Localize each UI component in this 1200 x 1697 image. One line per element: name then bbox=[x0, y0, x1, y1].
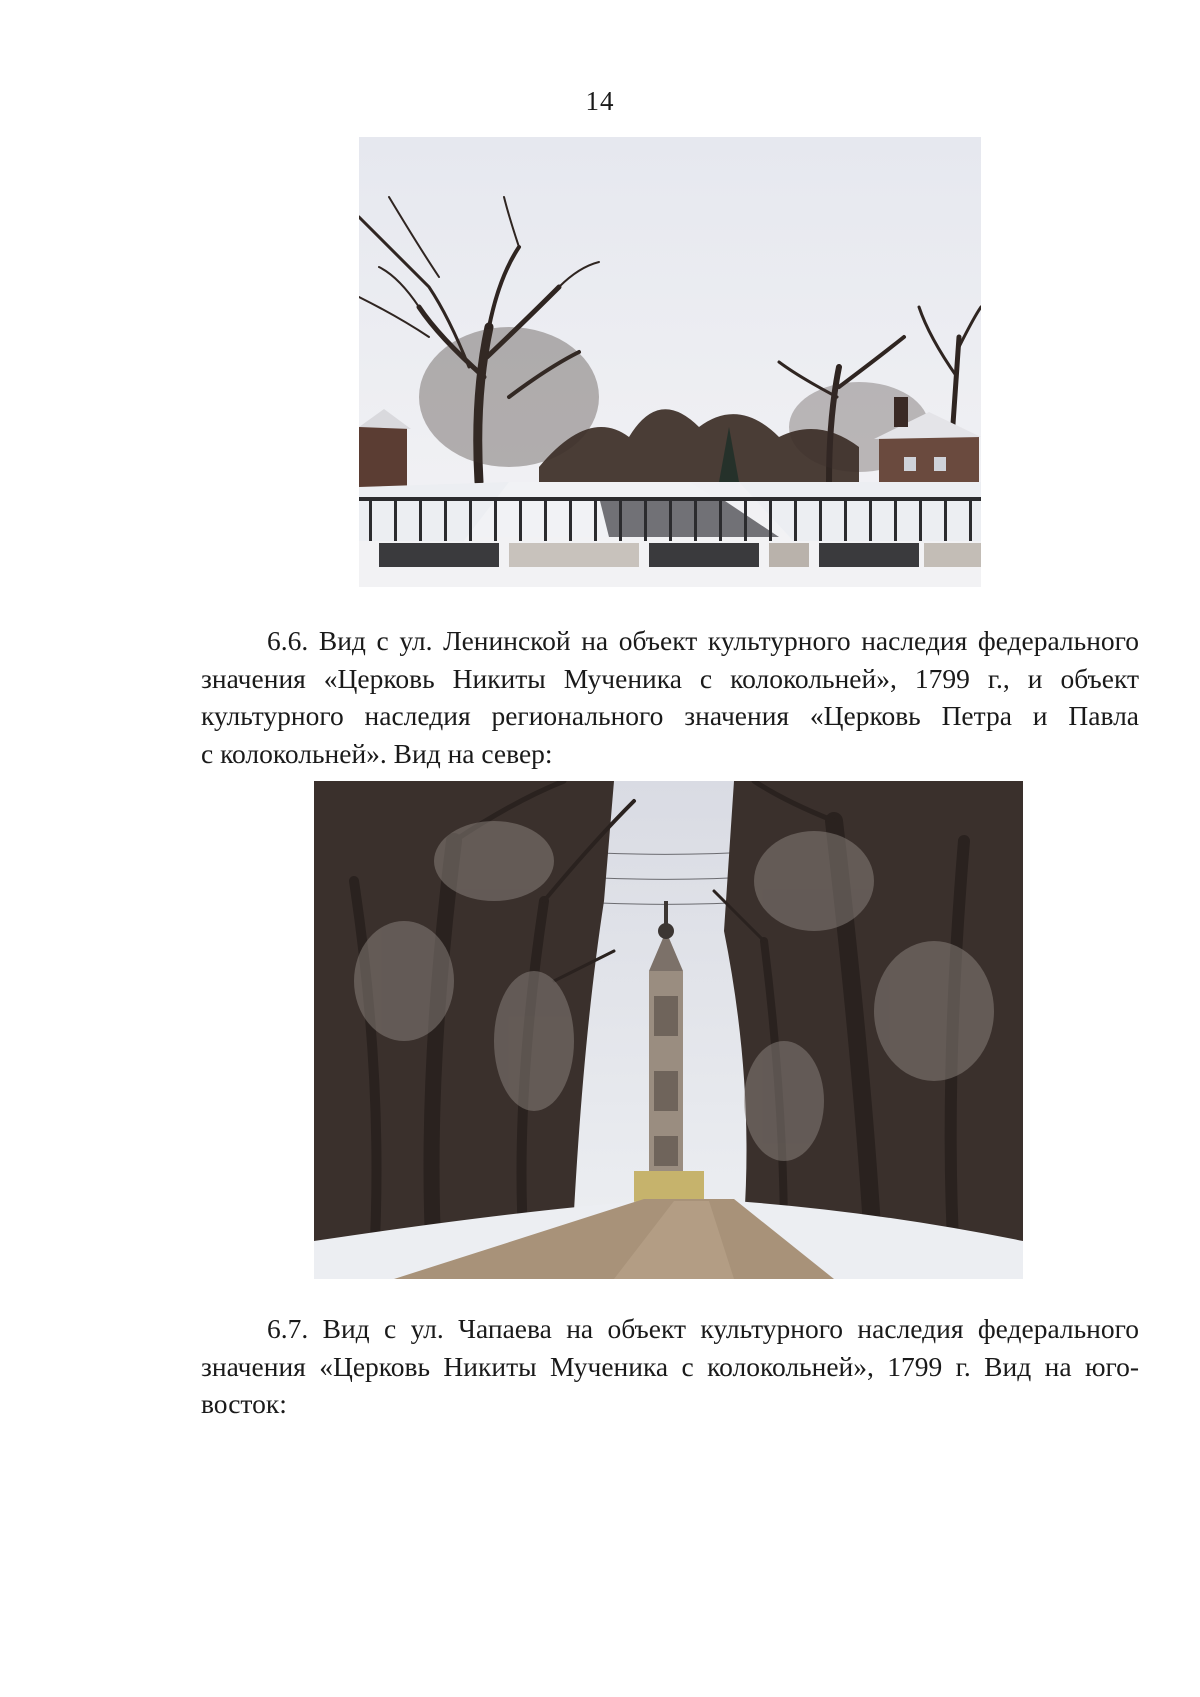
caption-6-7 bbox=[201, 1310, 1139, 1423]
caption-line: значения «Церковь Никиты Мученика с колокольней», 1799 г., и объект bbox=[201, 662, 1139, 694]
river-bridge-photo bbox=[359, 137, 981, 587]
caption-6-6 bbox=[201, 622, 1139, 772]
caption-line: 6.7. Вид с ул. Чапаева на объект культурного наследия федерального bbox=[267, 1313, 1139, 1344]
caption-line: с колокольней». Вид на север: bbox=[201, 737, 553, 769]
caption-line: восток: bbox=[201, 1388, 287, 1419]
caption-line: культурного наследия регионального значения «Церковь Петра и Павла bbox=[201, 700, 1139, 731]
bell-tower-road-photo bbox=[314, 781, 1023, 1279]
page-number: 14 bbox=[585, 86, 615, 116]
caption-line: 6.6. Вид с ул. Ленинской на объект культурного наследия федерального bbox=[267, 625, 1139, 656]
caption-line: значения «Церковь Никиты Мученика с колокольней», 1799 г. Вид на юго- bbox=[201, 1350, 1139, 1382]
